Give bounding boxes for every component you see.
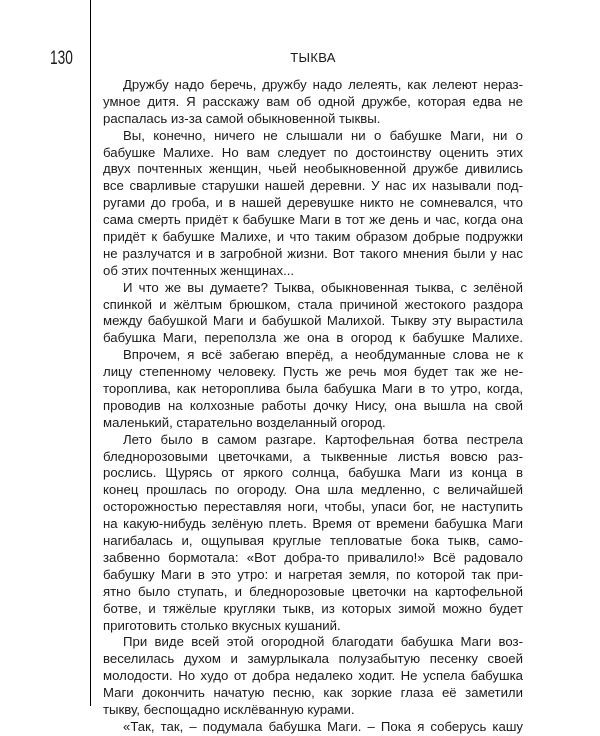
body-text xyxy=(103,77,523,736)
text-line: молодости. Но худо от добра недалеко ходит. Не успела бабушка xyxy=(103,668,523,684)
text-line: спинкой и жёлтым брюшком, стала причиной жестокого раздора xyxy=(103,296,523,312)
text-line: тороплива, как нетороплива была бабушка Маги в то утро, когда, xyxy=(103,381,523,397)
text-line: сама смерть придёт к бабушке Маги в тот же день и час, когда она xyxy=(103,212,523,228)
paragraph-1 xyxy=(103,77,523,128)
text-line: бабушку Маги в это утро: и нагретая земля, по которой так при- xyxy=(103,566,523,582)
page-number: 130 xyxy=(50,48,73,69)
text-line: Вы, конечно, ничего не слышали ни о бабушке Маги, ни о xyxy=(123,127,523,143)
text-line: конец прошлась по огороду. Она шла медленно, с величайшей xyxy=(103,482,523,498)
text-line: маленький, старательно возделанный огород. xyxy=(103,414,386,430)
text-line: забвенно бормотала: «Вот добра-то привалило!» Всё радовало xyxy=(103,549,523,565)
text-line: придёт к бабушке Малихе, и что таким образом добрые подружки xyxy=(103,229,523,245)
text-line: двух почтенных женщин, чьей необыкновенной дружбе дивились xyxy=(103,161,523,177)
text-line: веселилась духом и замурлыкала полузабытую песенку своей xyxy=(103,651,523,667)
text-line: осторожностью переставляя ноги, чтобы, упаси бог, не наступить xyxy=(103,499,523,515)
text-line: Впрочем, я всё забегаю вперёд, а необдуманные слова не к xyxy=(123,347,523,363)
paragraph-7 xyxy=(103,719,523,736)
text-line: распалась из-за самой обыкновенной тыквы. xyxy=(103,110,381,126)
text-line: бабушке Малихе. Но вам следует по достоинству оценить этих xyxy=(103,144,523,160)
text-line: бледнорозовыми цветочками, а тыквенные листья вовсю раз- xyxy=(103,448,523,464)
paragraph-5 xyxy=(103,432,523,635)
text-line: проводив на колхозные работы дочку Нису, она вышла на свой xyxy=(103,397,523,413)
text-line: ятно было ступать, и бледнорозовые цветочки на картофельной xyxy=(103,583,523,599)
paragraph-4 xyxy=(103,347,523,431)
text-line: умное дитя. Я расскажу вам об одной дружбе, которая едва не xyxy=(103,93,523,109)
text-line: нагибалась и, ощупывая круглые тепловатые бока тыкв, само- xyxy=(103,533,523,549)
text-line: ругами до гроба, и в нашей деревушке никто не сомневался, что xyxy=(103,195,523,211)
text-line: Дружбу надо беречь, дружбу надо лелеять, как лелеют нераз- xyxy=(123,77,523,92)
page-title: ТЫКВА xyxy=(290,50,336,65)
text-line: Лето было в самом разгаре. Картофельная ботва пестрела xyxy=(123,431,523,447)
text-line: ботве, и тяжёлые кругляки тыкв, из которых зимой можно будет xyxy=(103,600,523,616)
text-line: тыкву, беспощадно исклёванную курами. xyxy=(103,701,355,717)
text-line: об этих почтенных женщинах... xyxy=(103,262,295,278)
text-line: приготовить столько вкусных кушаний. xyxy=(103,617,341,633)
text-line: все сварливые старушки нашей деревни. У нас их называли под- xyxy=(103,178,523,194)
text-line: между бабушкой Маги и бабушкой Малихой. Тыкву эту вырастила xyxy=(103,313,523,329)
text-line: на какую-нибудь зелёную плеть. Время от времени бабушка Маги xyxy=(103,516,523,532)
text-line: не разлучатся и в загробной жизни. Вот такого мнения были у нас xyxy=(103,245,523,261)
text-line: бабушка Маги, переползла же она в огород к бабушке Малихе. xyxy=(103,330,523,346)
page-margin-rule xyxy=(90,0,91,706)
paragraph-3 xyxy=(103,280,523,348)
text-line: Маги докончить начатую песню, как зоркие глаза её заметили xyxy=(103,685,523,701)
text-line: «Так, так, – подумала бабушка Маги. – Пока я соберусь кашу xyxy=(123,718,523,734)
text-line: При виде всей этой огородной благодати бабушка Маги воз- xyxy=(123,634,523,650)
paragraph-2 xyxy=(103,128,523,280)
text-line: И что же вы думаете? Тыква, обыкновенная тыква, с зелёной xyxy=(123,279,523,295)
text-line: лицу степенному человеку. Пусть же речь моя будет так же не- xyxy=(103,364,523,380)
text-line: рослись. Щурясь от яркого солнца, бабушка Маги из конца в xyxy=(103,465,523,481)
paragraph-6 xyxy=(103,634,523,718)
